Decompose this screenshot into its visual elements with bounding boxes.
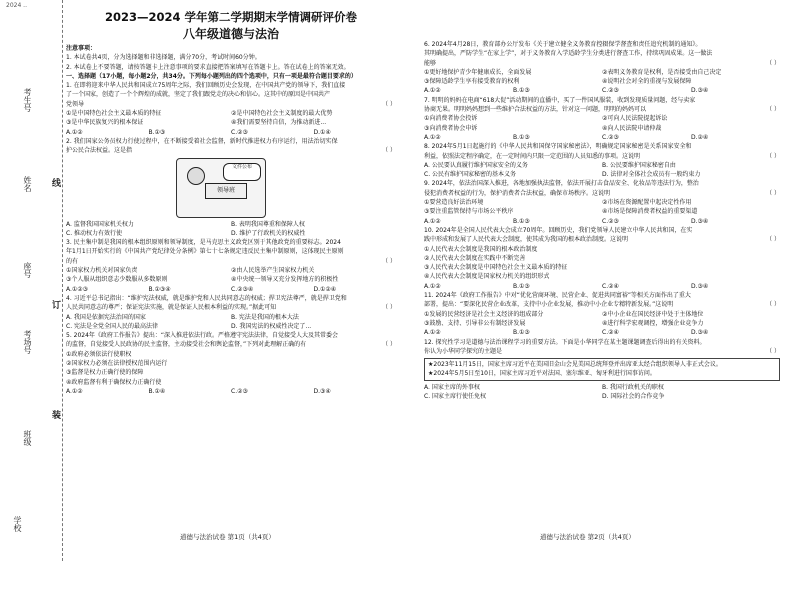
question-stem: 侵犯消费者权益的行为，保护消费者合法权益，确保市场秩序。这说明	[424, 189, 611, 197]
question-stem: 你认为小华同学探究的主题是	[424, 347, 503, 355]
choice-a: A. 我国是依据宪法治国的国家	[66, 313, 146, 321]
corner-mark: 2024 ..	[6, 2, 27, 9]
page-two-footer: 道德与法治试卷 第2页（共4页）	[540, 533, 635, 541]
answer-bracket: （ ）	[766, 152, 780, 160]
choice-b: B. 公民要维护国家秘密自由	[602, 161, 676, 169]
page-one-footer: 道德与法治试卷 第1页（共4页）	[180, 533, 275, 541]
question-stem: 其明确提出，严防学生“在家上学”，对于义务教育入学适龄学生分类进行督查工作，持续巩固成果。这一做法	[424, 50, 713, 58]
choice-d: D. 我国宪法的权威性决定了...	[231, 322, 312, 330]
choice-a: A.①②	[424, 133, 441, 141]
material-line: ★2023年11月15日，国家主席习近平在美国旧金山会见美国总统拜登并出席亚太经合组织领导人非正式会议。	[428, 361, 722, 369]
question-stem: 8. 2024年5月1日起施行的《中华人民共和国保守国家秘密法》，明确规定国家秘密是关系国家安全和	[424, 143, 692, 151]
choice-b: B.①③	[513, 329, 530, 337]
statement-option: ④市场是保障消费者权益的重要渠道	[602, 208, 698, 216]
binding-mark: 订	[52, 301, 62, 311]
statement-option: ①国家权力机关对国家负责	[66, 267, 138, 275]
question-stem: 12. 探究性学习是道德与法治课程学习的重要方法。下面是小华同学在某主题课题调查后得出的有关资料。	[424, 338, 706, 346]
choice-d: D. 维护了行政机关的权威性	[231, 229, 306, 237]
choice-b: B.①③	[513, 133, 530, 141]
choice-d: D.①④	[313, 128, 331, 136]
choice-a: A.①②	[424, 217, 441, 225]
statement-option: ④向人民法院申请仲裁	[602, 124, 662, 132]
answer-bracket: （ ）	[766, 301, 780, 309]
answer-bracket: （ ）	[382, 341, 396, 349]
statement-option: ②中小企业在国民经济中处于主体地位	[602, 310, 704, 318]
label-exam-room: 考场号	[23, 330, 32, 354]
choice-a: A.①②③	[66, 285, 89, 293]
label-seat: 座号	[23, 262, 32, 278]
choice-c: C. 国家主席行使任免权	[424, 392, 487, 400]
choice-a: A.①②	[424, 329, 441, 337]
choice-c: C.②③	[602, 217, 619, 225]
choice-d: D.③④	[691, 282, 709, 290]
question-stem: 5. 2024年《政府工作报告》提出：“深入推进依法行政。严格遵守宪法法律，自觉接受人大及其常委会	[66, 332, 339, 340]
choice-d: D. 国际社会的合作竞争	[602, 392, 665, 400]
question-stem: 党领导	[66, 100, 85, 108]
choice-d: D. 法律对全体社会成员有一般约束力	[602, 171, 701, 179]
choice-a: A.①②	[424, 282, 441, 290]
statement-option: ④政府监督有利于确保权力正确行使	[66, 378, 162, 386]
material-box	[424, 358, 780, 381]
label-candidate-number: 考生号	[23, 88, 32, 112]
question-stem: 部署，提出：“要深化民营企业改革，支持中小企业发展，推动中小企业专精特新发展。”这说明	[424, 301, 674, 309]
choice-c: C.②④	[602, 329, 619, 337]
question-stem: 2. 我们国家公务员权力行使过程中，在不断接受着社会监督，新时代推进权力有序运行，用法治切实保	[66, 137, 338, 145]
answer-bracket: （ ）	[766, 106, 780, 114]
answer-bracket: （ ）	[382, 304, 396, 312]
choice-b: B. 我国行政机关的职权	[602, 383, 664, 391]
cartoon-figure	[187, 167, 205, 185]
choice-b: B.①③	[513, 217, 530, 225]
choice-d: D.③④	[691, 217, 709, 225]
question-stem: 的监督，自觉接受人民政协的民主监督，主动接受社会和舆论监督，”下列对此理解正确的有	[66, 341, 307, 349]
statement-option: ②是中国特色社会主义制度的最大优势	[231, 110, 333, 118]
label-class: 班级	[23, 430, 32, 446]
label-school: 学校	[13, 516, 22, 532]
choice-c: C. 推动权力有效行使	[66, 229, 123, 237]
seal-mark: 装	[52, 411, 62, 421]
choice-d: D.③④	[313, 387, 331, 395]
choice-c: C.②③	[602, 133, 619, 141]
statement-option: ①是中国特色社会主义最本质的特征	[66, 110, 162, 118]
question-stem: 践中形成和发展了人民代表大会制度，使其成为我国的根本政治制度。这说明	[424, 236, 629, 244]
statement-option: ③鼓励、支持、引导非公有制经济发展	[424, 319, 526, 327]
choice-b: B.①③	[513, 87, 530, 95]
statement-option: ①要营造良好法治环境	[424, 199, 484, 207]
statement-option: ④我们需要坚持自信，为推动新进...	[231, 119, 327, 127]
choice-b: B. 表明我国尊重和保障人权	[231, 220, 305, 228]
choice-b: B.①③	[148, 128, 166, 136]
statement-option: ①发展的民营经济是社会主义经济的组成部分	[424, 310, 544, 318]
question-stem: 4. 习近平总书记指出：“维护宪法权威，就是维护党和人民共同意志的权威；捍卫宪法尊严，就是捍卫党和	[66, 294, 347, 302]
choice-c: C. 公民有维护国家秘密的基本义务	[424, 171, 517, 179]
statement-option: ③是中华民族复兴的根本保证	[66, 119, 144, 127]
choice-b: B.①③④	[148, 285, 171, 293]
question-stem: 6. 2024年4月28日，教育部办公厅发布《关于建立健全义务教育控辍保学督查和责任追究机制的通知》。	[424, 41, 702, 48]
question-stem: 能够	[424, 59, 437, 67]
page-two	[424, 0, 780, 601]
question-stem: 协商无果。明明妈妈想到一些维护合法权益的方法，针对这一问题，明明的妈妈可以	[424, 106, 647, 114]
question-stem: 7. 明明的妈妈在电商“618大促”活动期间的直播中，买了一件国风服装，收到发现质量问题，经与卖家	[424, 96, 696, 104]
statement-option: ④进行科学宏观调控，增强企业竞争力	[602, 319, 704, 327]
statement-option: ④中央统一领导又充分发挥地方的积极性	[231, 276, 339, 284]
answer-bracket: （ ）	[382, 257, 396, 265]
question-stem: 1. 在即将迎来中华人民共和国成立75周年之际，我们回顾历史会发现，在中国共产党的领导下，我们直接	[66, 82, 346, 90]
statement-option: ②国家权力必须在法律授权范围内运行	[66, 360, 168, 368]
cartoon-book: 领导班	[205, 183, 247, 199]
question-stem: 护公民合法权益。这是指	[66, 147, 133, 155]
choice-d: D.③④	[691, 87, 709, 95]
page-one	[66, 0, 396, 561]
question-stem: 3. 民主集中制是我国的根本组织原则和领导制度，是马克思主义政党区别于其他政党的重要标志。2024	[66, 239, 341, 247]
section-heading: 一、选择题（17小题，每小题2分，共34分。下列每小题列出的四个选项中，只有一项是最符合题目要求的）	[66, 72, 357, 80]
choice-b: B.①④	[148, 387, 166, 395]
statement-option: ③个人服从组织意志少数服从多数原则	[66, 276, 168, 284]
speech-bubble: 文件公布	[223, 163, 261, 181]
question-stem: 的有	[66, 257, 79, 265]
choice-b: B.①③	[513, 282, 530, 290]
answer-bracket: （ ）	[382, 100, 396, 108]
statement-option: ①人民代表大会制度是我国的根本政治制度	[424, 245, 538, 253]
statement-option: ①向消费者协会投诉	[424, 115, 478, 123]
question-stem: 11. 2024年《政府工作报告》中对“优化营商环境、民营企业、促进共同富裕”等相关方面作出了重大	[424, 292, 691, 300]
choice-a: A. 国家主席的外事权	[424, 383, 480, 391]
choice-c: C.②③	[231, 128, 248, 136]
answer-bracket: （ ）	[766, 236, 780, 244]
question-stem: 了一个国家，创造了一个个辉煌的成就，坚定了我们跟党走的决心和信心。这其中的原因是中国共产	[66, 91, 331, 99]
material-line: ★2024年5月5日至10日，国家主席习近平对法国、塞尔维亚、匈牙利进行国事访问。	[428, 370, 656, 378]
choice-a: A. 公民要认真履行维护国家安全的义务	[424, 161, 528, 169]
statement-option: ③要注重监管保持与市场公平秩序	[424, 208, 514, 216]
exam-subject: 八年级道德与法治	[182, 27, 279, 41]
choice-b: B. 宪法是我国的根本大法	[231, 313, 299, 321]
cartoon-illustration	[176, 158, 266, 218]
statement-option: ②人民代表大会制度在实践中不断完善	[424, 254, 526, 262]
answer-bracket: （ ）	[766, 347, 780, 355]
choice-c: C.②③	[602, 87, 619, 95]
note-line: 1. 本试卷共4页，分为选择题和非选择题，满分70分，考试时间60分钟。	[66, 54, 261, 62]
choice-a: A.①②	[424, 87, 441, 95]
question-stem: 10. 2024年是全国人民代表大会成立70周年。回顾历史，我们党领导人民建立中华人民共和国，在实	[424, 226, 693, 234]
answer-bracket: （ ）	[766, 189, 780, 197]
statement-option: ②可向人民法院提起诉讼	[602, 115, 668, 123]
statement-option: ③向消费者协会申诉	[424, 124, 478, 132]
statement-option: ②市场在资源配置中起决定性作用	[602, 199, 692, 207]
choice-d: D.③④	[691, 329, 709, 337]
answer-bracket: （ ）	[766, 59, 780, 67]
statement-option: ④人民代表大会制度是国家权力机关的组织形式	[424, 273, 550, 281]
statement-option: ④说明社会对全的重视与发展保障	[602, 78, 692, 86]
statement-option: ①更好地保护青少年健康成长，全面发展	[424, 68, 532, 76]
choice-c: C.②③	[231, 387, 248, 395]
choice-a: A.①②	[66, 128, 83, 136]
note-line: 2. 本试卷上不要答题，请按答题卡上注意事项的要求直接把答案填写在答题卡上。答在试卷上的答案无效。	[66, 63, 350, 71]
notes-heading: 注意事项：	[66, 45, 97, 52]
question-stem: 人民共同意志的尊严；保证宪法实施，就是保证人民根本利益的实现。”据此可知	[66, 304, 277, 312]
label-name: 姓名	[23, 176, 32, 192]
statement-option: ③保障适龄学生享有接受教育的权利	[424, 78, 520, 86]
choice-c: C. 宪法是全党全国人民的最高法律	[66, 322, 159, 330]
cut-line-mark: 线	[52, 179, 62, 189]
choice-d: D.①②④	[313, 285, 337, 293]
statement-option: ③人民代表大会制度是中国特色社会主义最本质的特征	[424, 264, 568, 272]
binding-strip	[0, 0, 63, 561]
answer-bracket: （ ）	[382, 147, 396, 155]
statement-option: ③监督是权力正确行使的保障	[66, 369, 144, 377]
choice-c: C.②④	[602, 282, 619, 290]
choice-a: A.①②	[66, 387, 83, 395]
question-stem: 9. 2024年，依法治国深入推进，各地加强执法监督，依法开展打击食品安全、化妆品等违法行为，整治	[424, 180, 699, 188]
choice-a: A. 监督我国国家机关权力	[66, 220, 134, 228]
question-stem: 利益，依照法定程序确定，在一定时间内只限一定范围的人员知悉的事项。这说明	[424, 152, 641, 160]
exam-title: 2023—2024 学年第二学期期末学情调研评价卷	[104, 10, 357, 24]
choice-d: D.②④	[691, 133, 709, 141]
question-stem: 年1月1日开始实行的《中国共产党纪律处分条例》第七十七条规定违反民主集中制原则，这体现民主原则	[66, 248, 344, 256]
statement-option: ①政府必须依法行使职权	[66, 350, 132, 358]
statement-option: ②由人民选举产生国家权力机关	[231, 267, 315, 275]
choice-c: C.②③④	[231, 285, 254, 293]
statement-option: ②表明义务教育是权利，是否接受由自己决定	[602, 68, 722, 76]
